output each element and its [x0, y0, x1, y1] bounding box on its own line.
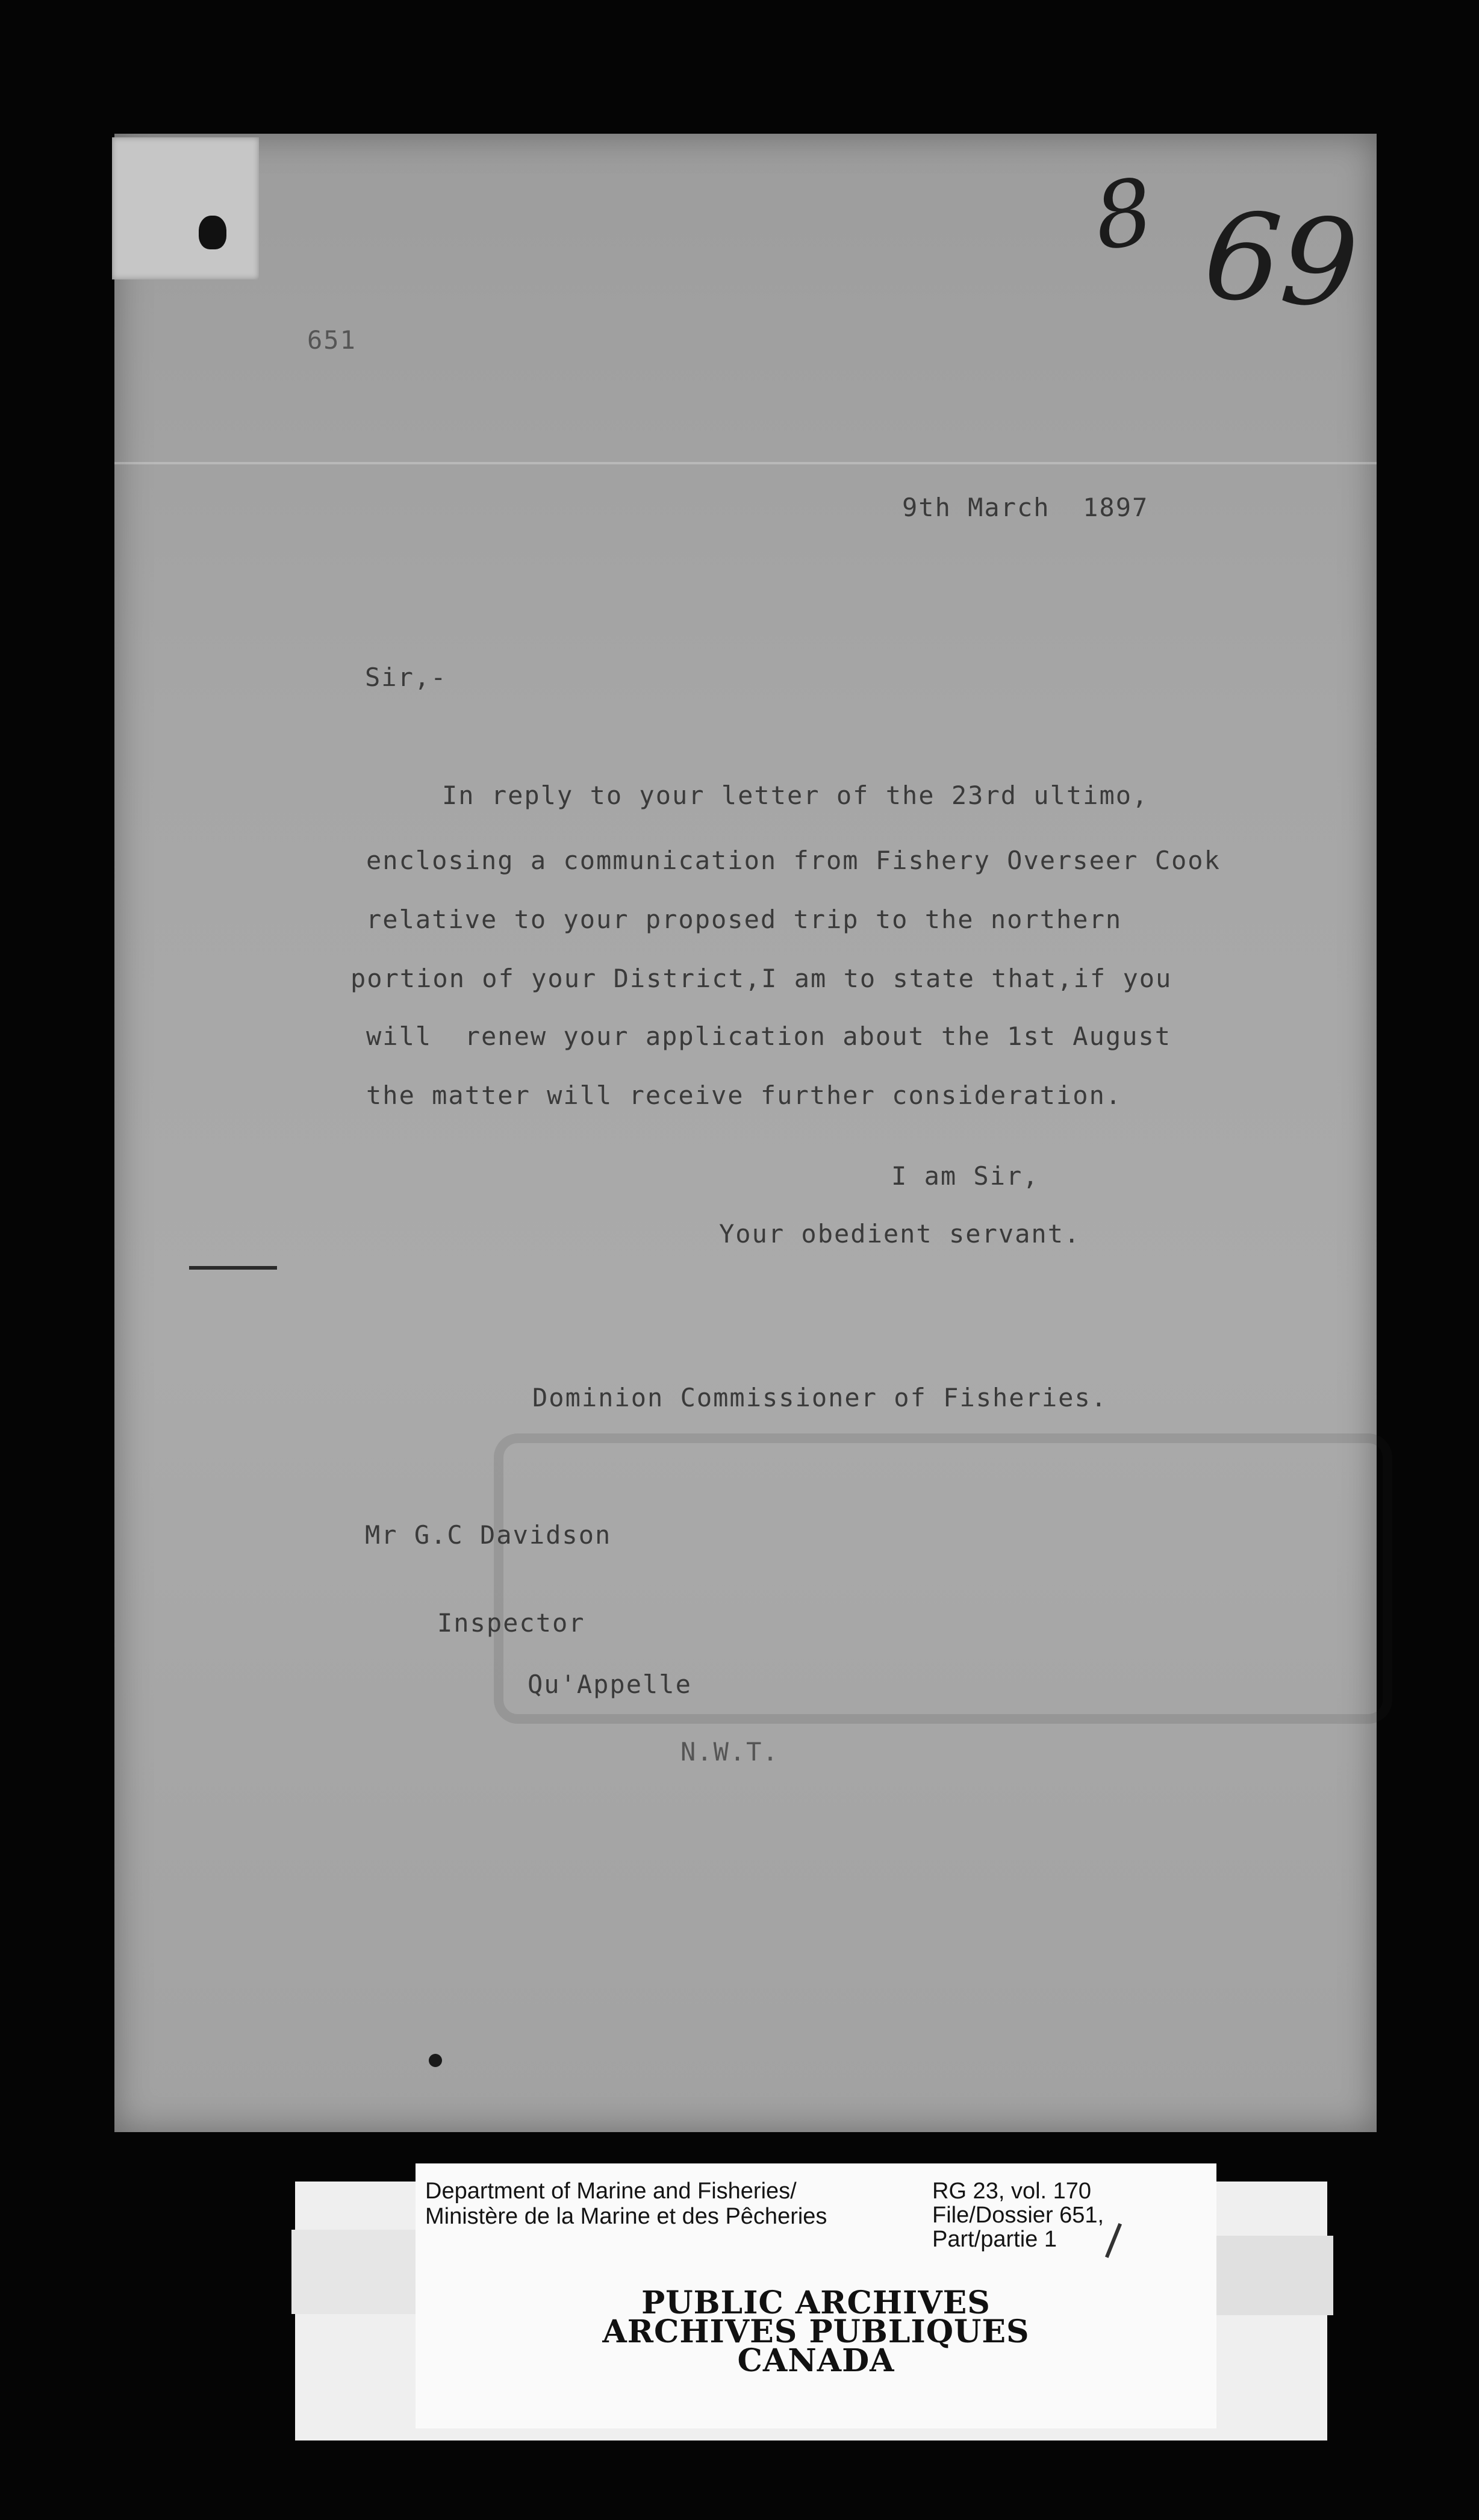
address-line-3: Qu'Appelle [528, 1670, 692, 1699]
signature-line: Dominion Commissioner of Fisheries. [532, 1383, 1108, 1412]
reference-line-2: File/Dossier 651, [932, 2203, 1104, 2228]
archives-title-line-2: ARCHIVES PUBLIQUES [602, 2313, 1030, 2350]
ink-blot [199, 216, 226, 249]
salutation: Sir,- [365, 663, 447, 692]
reference-line-1: RG 23, vol. 170 [932, 2178, 1092, 2204]
body-line-3: relative to your proposed trip to the northern [366, 905, 1122, 934]
closing-line-1: I am Sir, [891, 1161, 1039, 1191]
letter-page [114, 134, 1377, 2132]
handwritten-number-8: 8 [1088, 159, 1160, 271]
tape-patch [112, 137, 259, 279]
body-line-6: the matter will receive further consideration. [366, 1081, 1122, 1110]
letter-date: 9th March 1897 [902, 493, 1149, 522]
department-line-1: Department of Marine and Fisheries/ [425, 2178, 797, 2204]
document-number: 651 [307, 325, 357, 355]
address-line-2: Inspector [437, 1608, 585, 1638]
body-line-1: In reply to your letter of the 23rd ultimo, [442, 781, 1149, 810]
body-line-5: will renew your application about the 1st August [366, 1021, 1172, 1051]
handwritten-number-69: 69 [1200, 185, 1363, 336]
strip-tab-left [291, 2230, 431, 2314]
body-line-4: portion of your District,I am to state that,if you [350, 964, 1172, 993]
reference-line-3: Part/partie 1 [932, 2227, 1057, 2252]
margin-mark [189, 1266, 277, 1270]
archives-title-line-1: PUBLIC ARCHIVES [641, 2285, 991, 2321]
body-line-2: enclosing a communication from Fishery Overseer Cook [366, 846, 1221, 875]
closing-line-2: Your obedient servant. [719, 1219, 1081, 1249]
address-line-1: Mr G.C Davidson [365, 1520, 612, 1550]
strip-tab-right [1215, 2236, 1333, 2315]
paper-spot [429, 2054, 442, 2067]
department-line-2: Ministère de la Marine et des Pêcheries [425, 2204, 827, 2229]
archives-title-line-3: CANADA [737, 2342, 895, 2379]
address-line-4: N.W.T. [680, 1737, 779, 1767]
